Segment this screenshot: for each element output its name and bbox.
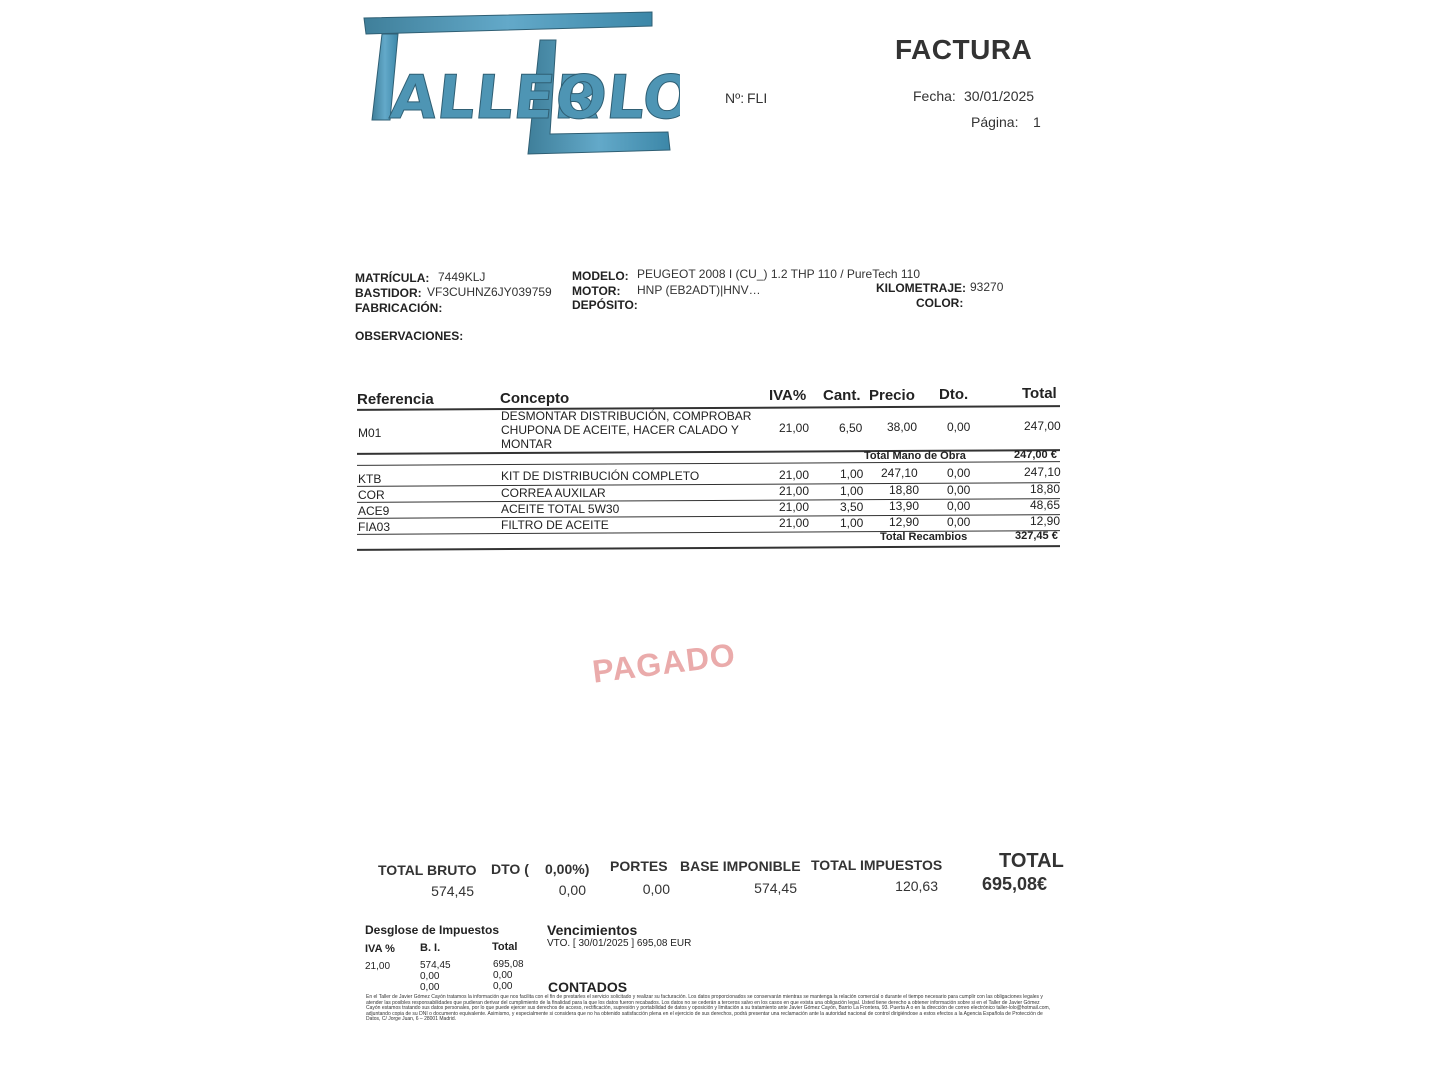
- cell-iva: 21,00: [779, 421, 810, 435]
- cell-dto: 0,00: [947, 466, 971, 480]
- invoice-date: 30/01/2025: [964, 88, 1035, 104]
- plate-label: MATRÍCULA:: [355, 271, 430, 285]
- header-iva: IVA%: [769, 387, 807, 404]
- total-bruto-value: 574,45: [431, 883, 474, 899]
- cell-cant: 1,00: [840, 467, 864, 481]
- header-cant: Cant.: [823, 387, 861, 404]
- cell-iva: 21,00: [779, 516, 810, 530]
- logo-graphic: [360, 10, 680, 160]
- discount-percent: 0,00%): [545, 861, 590, 877]
- grand-total-value: 695,08€: [982, 874, 1048, 894]
- engine-label: MOTOR:: [572, 284, 621, 298]
- discount-label: DTO (: [491, 861, 529, 877]
- deposit-label: DEPÓSITO:: [572, 298, 638, 312]
- cell-total: 48,65: [1030, 498, 1061, 512]
- discount-value: 0,00: [558, 882, 586, 898]
- color-label: COLOR:: [916, 296, 964, 310]
- grand-total-label: TOTAL: [999, 850, 1064, 872]
- taxable-base-label: BASE IMPONIBLE: [680, 858, 801, 874]
- chassis-label: BASTIDOR:: [355, 286, 422, 300]
- cell-concepto: ACEITE TOTAL 5W30: [501, 502, 620, 516]
- cell-total: 12,90: [1030, 514, 1061, 528]
- tax-row-total: 0,00: [493, 981, 513, 992]
- svg-text:OLO: OLO: [552, 63, 680, 133]
- header-referencia: Referencia: [357, 391, 434, 408]
- cell-dto: 0,00: [947, 515, 971, 529]
- cell-concepto: FILTRO DE ACEITE: [501, 518, 609, 532]
- tax-row-bi: 0,00: [420, 971, 440, 982]
- page-number: 1: [1033, 114, 1041, 130]
- tax-row-iva: 21,00: [365, 961, 391, 972]
- tax-breakdown-title: Desglose de Impuestos: [365, 923, 500, 937]
- company-logo: [360, 10, 680, 160]
- header-concepto: Concepto: [500, 390, 570, 407]
- invoice-number: FLI: [747, 90, 768, 106]
- parts-subtotal-label: Total Recambios: [880, 531, 968, 543]
- cell-ref: COR: [358, 488, 385, 502]
- header-total: Total: [1022, 385, 1057, 402]
- mileage-label: KILOMETRAJE:: [876, 281, 966, 295]
- cell-concepto: KIT DE DISTRIBUCIÓN COMPLETO: [501, 469, 700, 483]
- tax-breakdown-header-iva: IVA %: [365, 943, 395, 955]
- cell-iva: 21,00: [779, 484, 810, 498]
- cell-concepto-line: CHUPONA DE ACEITE, HACER CALADO Y: [501, 423, 739, 437]
- tax-row-total: 695,08: [493, 959, 524, 970]
- page-label: Página:: [971, 114, 1019, 130]
- taxable-base-value: 574,45: [754, 880, 797, 896]
- cell-precio: 18,80: [889, 483, 920, 497]
- cell-precio: 13,90: [889, 499, 920, 513]
- cell-dto: 0,00: [947, 483, 971, 497]
- model-value: PEUGEOT 2008 I (CU_) 1.2 THP 110 / PureTech 110: [637, 267, 921, 281]
- shipping-label: PORTES: [610, 858, 668, 874]
- cell-cant: 1,00: [840, 516, 864, 530]
- cell-iva: 21,00: [779, 500, 810, 514]
- cell-ref: FIA03: [358, 520, 391, 534]
- payment-type: CONTADOS: [548, 979, 628, 995]
- svg-text:ALLER: ALLER: [387, 63, 605, 133]
- tax-breakdown-header-total: Total: [492, 941, 518, 953]
- table-bottom-divider: [357, 545, 1060, 551]
- labor-subtotal-label: Total Mano de Obra: [864, 450, 966, 462]
- cell-concepto: CORREA AUXILAR: [501, 486, 606, 500]
- plate-value: 7449KLJ: [438, 270, 486, 284]
- engine-value: HNP (EB2ADT)|HNV…: [637, 283, 761, 297]
- cell-ref: KTB: [358, 472, 382, 486]
- cell-precio: 247,10: [881, 466, 918, 480]
- due-dates-title: Vencimientos: [547, 922, 638, 938]
- invoice-number-label: Nº:: [725, 90, 745, 106]
- cell-total: 18,80: [1030, 482, 1061, 496]
- cell-iva: 21,00: [779, 468, 810, 482]
- total-taxes-value: 120,63: [895, 878, 938, 894]
- chassis-value: VF3CUHNZ6JY039759: [427, 285, 552, 299]
- cell-cant: 6,50: [839, 421, 863, 435]
- cell-cant: 1,00: [840, 484, 864, 498]
- model-label: MODELO:: [572, 269, 629, 283]
- total-taxes-label: TOTAL IMPUESTOS: [811, 857, 943, 873]
- cell-concepto-line: MONTAR: [501, 437, 553, 451]
- cell-cant: 3,50: [840, 500, 864, 514]
- due-date-line: VTO. [ 30/01/2025 ] 695,08 EUR: [547, 938, 692, 949]
- labor-subtotal: 247,00 €: [1014, 449, 1057, 461]
- mileage-value: 93270: [970, 280, 1004, 294]
- tax-row-bi: 574,45: [420, 960, 451, 971]
- document-title: FACTURA: [895, 34, 1033, 65]
- date-label: Fecha:: [913, 88, 956, 104]
- parts-subtotal: 327,45 €: [1015, 530, 1058, 542]
- privacy-notice: En el Taller de Javier Gómez Cayón tratamos la información que nos facilita con el fin de prestarles el servicio solicitado y realizar su facturación. Los datos proporcionados se conservarán mientras se mantenga la relación comercial o durante el tiempo necesario para cumplir con las obligaciones legales y atender las posibles responsabilidades que pudieran derivar del cumplimiento de la finalidad para la que los datos fueron recabados. Los datos no se cederán a terceros salvo en los casos en que exista una obligación legal. Usted tiene derecho a obtener información sobre si en el Taller de Javier Gómez Cayón estamos tratando sus datos personales, por lo que puede ejercer sus derechos de acceso, rectificación, supresión y portabilidad de datos y oposición y limitación a su tratamiento ante Javier Gómez Cayón, Barrio La Frontera, 93. Puerta A o en la dirección de correo electrónico taller-lolo@hotmail.com, adjuntando copia de su DNI o documento equivalente. Asimismo, y especialmente si considera que no ha obtenido satisfacción plena en el ejercicio de sus derechos, podrá presentar una reclamación ante la autoridad nacional de control dirigiéndose a estos efectos a la Agencia Española de Protección de Datos, C/ Jorge Juan, 6 – 28001 Madrid.: [366, 994, 1051, 1023]
- cell-precio: 38,00: [887, 420, 918, 434]
- header-precio: Precio: [869, 387, 915, 404]
- tax-row-bi: 0,00: [420, 982, 440, 993]
- shipping-value: 0,00: [642, 881, 670, 897]
- manufacture-label: FABRICACIÓN:: [355, 301, 443, 315]
- cell-total: 247,00: [1024, 419, 1061, 433]
- cell-precio: 12,90: [889, 515, 920, 529]
- cell-dto: 0,00: [947, 420, 971, 434]
- tax-breakdown-header-bi: B. I.: [420, 942, 441, 954]
- cell-total: 247,10: [1024, 465, 1061, 479]
- tax-row-total: 0,00: [493, 970, 513, 981]
- header-dto: Dto.: [939, 386, 969, 403]
- cell-ref: ACE9: [358, 504, 390, 518]
- cell-ref: M01: [358, 426, 382, 440]
- observations-label: OBSERVACIONES:: [355, 329, 464, 343]
- cell-dto: 0,00: [947, 499, 971, 513]
- cell-concepto-line: DESMONTAR DISTRIBUCIÓN, COMPROBAR: [501, 409, 752, 423]
- total-bruto-label: TOTAL BRUTO: [378, 862, 477, 878]
- paid-stamp: PAGADO: [590, 636, 738, 690]
